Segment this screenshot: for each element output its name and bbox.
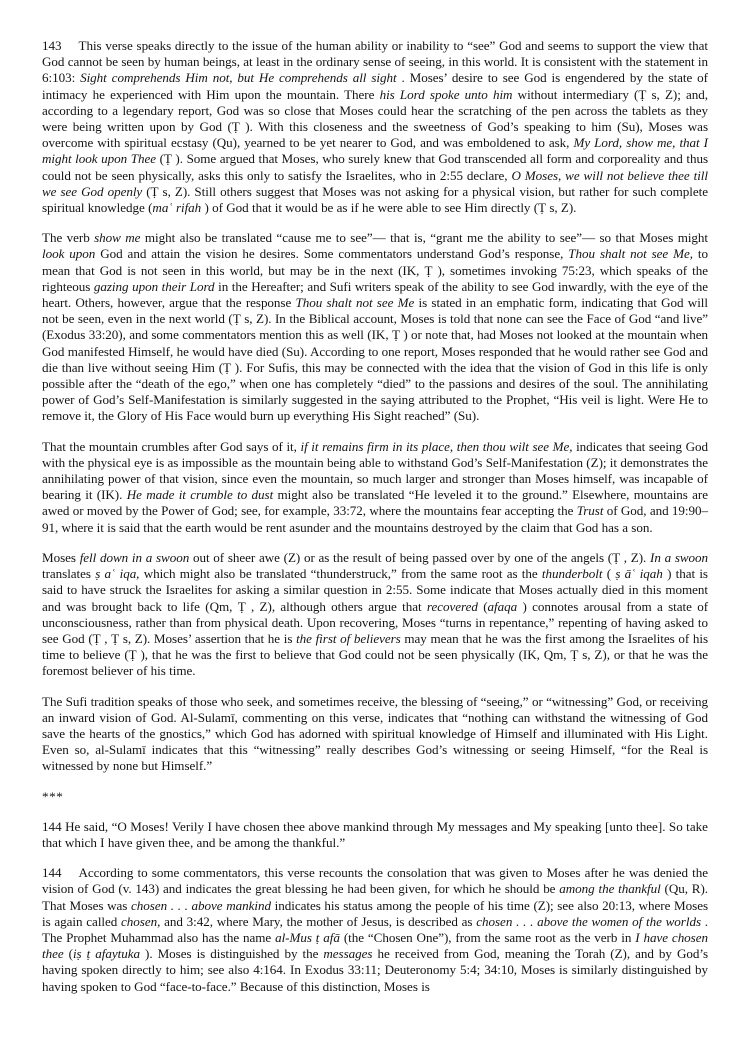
text-run: he received from God, meaning the Torah (Z), and by God’s having spoken directly to him; see also 4:164. In Exodus 33:11; Deuteronomy 5:4; 34:10, Moses is similarly distinguished by having spoken to God “face-to-face.” Because of this distinction, Moses is <box>42 946 708 994</box>
verse-144-translation <box>42 819 708 851</box>
text-run: ) that is said to have struck the Israelites for asking a similar question in 2:55. Some indicate that Moses actually died in this moment and was brought back to life (Qm, Ṭ , Z), although others argue that <box>42 566 708 614</box>
italic-run: ṣ aʿ iqa, <box>95 566 140 582</box>
text-run: Moses <box>42 549 80 565</box>
text-run: might also be translated “cause me to see”— that is, “grant me the ability to see”— so that Moses might <box>140 230 708 246</box>
text-run: (Ṭ s, Z). Still others suggest that Moses was not asking for a physical vision, but rather for such complete spiritual knowledge ( <box>42 183 708 216</box>
section-divider: *** <box>42 788 64 804</box>
text-run: God and attain the vision he desires. Some commentators understand God’s response, <box>95 246 569 262</box>
page-content-column <box>42 38 708 995</box>
italic-run: In a swoon <box>650 549 709 565</box>
italic-run: if it remains firm in its place, then thou wilt see Me, <box>300 438 573 454</box>
paragraph-143-commentary-2 <box>42 230 708 424</box>
text-run: (the “Chosen One”), from the same root as the verb in <box>339 929 636 945</box>
text-run: in the Hereafter; and Sufi writers speak of the ability to see God inwardly, with the eye of the heart. Others, however, argue that the response <box>42 278 708 311</box>
paragraph-143-commentary-5 <box>42 694 708 775</box>
italic-run: He made it crumble to dust <box>126 487 274 503</box>
text-run: ) of God that it would be as if he were able to see Him directly (Ṭ s, Z). <box>201 200 577 216</box>
italic-run: thunderbolt <box>541 566 603 582</box>
italic-run: the first of believers <box>296 630 401 646</box>
text-run: (Ṭ ). Some argued that Moses, who surely knew that God transcended all form and corporeality and thus could not be seen physically, asks this only to satisfy the Israelites, who in 2:55 declare, <box>42 151 708 183</box>
paragraph-143-commentary-4 <box>42 550 708 680</box>
text-run: The Sufi tradition speaks of those who seek, and sometimes receive, the blessing of “seeing,” or “witnessing” God, or receiving an inward vision of God. Al-Sulamī, commenting on this verse, indicates that “nothing can withstand the witnessing of God save the hearts of the gnostics,” which God has adorned with spiritual knowledge of Himself and illuminated with His Light. Even so, al-Sulamī indicates that this “witnessing” really describes God’s witnessing or seeing Himself, “for the Real is witnessed by none but Himself.” <box>42 693 708 774</box>
verse-body <box>42 819 708 850</box>
text-run: ). Moses is distinguished by the <box>139 946 324 962</box>
italic-run: Thou shalt not see Me <box>295 295 415 311</box>
text-run: ) connotes arousal from a state of unconsciousness, rather than from physical death. Upon recovering, Moses “turns in repentance,” repenting of having asked to see God (Ṭ , Ṭ s, Z). Moses’ assertion that he is <box>42 598 708 646</box>
text-run: which might also be translated “thunderstruck,” from the same root as the <box>139 566 542 582</box>
text-run: indicates that seeing God with the physical eye is as impossible as the mountain being able to withstand God’s Self-Manifestation (Z); it demonstrates the annihilating power of that vision, since even the mountain, so much larger and stronger than Moses himself, was incapable of bearing it (IK). <box>42 438 709 503</box>
paragraph-body <box>42 38 708 215</box>
italic-run: al-Mus ṭ afā <box>275 929 340 945</box>
text-run: might also be translated “He leveled it to the ground.” Elsewhere, mountains are awed or moved by the Power of God; see, for example, 33:72, where the mountains fear accepting the <box>42 487 709 519</box>
italic-run: recovered <box>426 598 478 614</box>
text-run: ( <box>477 598 488 614</box>
paragraph-body <box>42 230 708 423</box>
italic-run: O Moses, we will not believe thee till we see God openly <box>42 167 708 199</box>
paragraph-body <box>42 865 708 993</box>
italic-run: iṣ ṭ afaytuka <box>72 946 140 962</box>
text-run: without intermediary (Ṭ s, Z); and, according to a legendary report, God was so close that Moses could hear the scratching of the pen across the tablets as they were being written upon by God (Ṭ ). With this closeness and the sweetness of God’s speaking to him (Su), Moses was overcome with spiritual ecstasy (Qu), yearned to be yet nearer to God, and was emboldened to ask, <box>42 86 709 151</box>
paragraph-body <box>42 550 708 678</box>
text-run: That the mountain crumbles after God says of it, <box>42 438 301 454</box>
italic-run: I have chosen thee <box>42 929 708 962</box>
italic-run: fell down in a swoon <box>79 549 190 565</box>
italic-run: gazing upon their Lord <box>93 278 215 294</box>
paragraph-144-commentary-1 <box>42 865 708 995</box>
verse-number-143: 143 <box>42 38 62 53</box>
paragraph-143-commentary-3 <box>42 439 708 536</box>
verse-number-144: 144 <box>42 818 62 834</box>
text-run: This verse speaks directly to the issue of the human ability or inability to “see” God and seems to support the view that God cannot be seen by human beings, at least in the ordinary sense of seeing, in this world. It is consistent with the statement in 6:103: <box>42 38 708 86</box>
italic-run: his Lord spoke unto him <box>379 86 513 102</box>
italic-run: Thou shalt not see Me, <box>568 246 693 262</box>
text-run: to mean that God is not seen in this world, but may be in the next (IK, Ṭ ), sometimes invoking 75:23, which speaks of the righteous <box>42 246 708 294</box>
italic-run: My Lord, show me, that I might look upon Thee <box>42 135 708 167</box>
italic-run: chosen . . . above mankind <box>131 897 271 913</box>
italic-run: among the thankful <box>559 881 661 897</box>
italic-run: chosen . . . above the women of the worlds <box>476 913 701 929</box>
text-run: According to some commentators, this verse recounts the consolation that was given to Moses after he was denied the vision of God (v. 143) and indicates the great blessing he had been given, for which he should be <box>42 865 708 897</box>
text-run: and 3:42, where Mary, the mother of Jesus, is described as <box>160 913 477 929</box>
italic-run: show me <box>94 230 141 246</box>
verse-number-144-commentary: 144 <box>42 865 62 881</box>
text-run: ( <box>602 566 616 582</box>
text-run: ( <box>63 946 73 962</box>
italic-run: messages <box>323 946 373 962</box>
text-run: of God, and 19:90– 91, where it is said that the earth would be rent asunder and the mountains destroyed by the claim that God has a son. <box>42 503 708 535</box>
italic-run: ṣ āʿ iqah <box>615 566 663 582</box>
text-run: translates <box>42 566 96 582</box>
paragraph-body <box>42 439 708 535</box>
text-run: out of sheer awe (Z) or as the result of being passed over by one of the angels (Ṭ , Z). <box>189 549 651 565</box>
italic-run: Sight comprehends Him not, but He comprehends all sight <box>80 70 397 86</box>
italic-run: maʿ rifah <box>152 200 202 216</box>
text-run: He said, “O Moses! Verily I have chosen thee above mankind through My messages and My speaking [unto thee]. So take that which I have given thee, and be among the thankful.” <box>42 818 708 850</box>
italic-run: look upon <box>42 246 96 262</box>
italic-run: afaqa <box>487 598 518 614</box>
paragraph-body <box>42 694 708 774</box>
text-run: The verb <box>42 230 95 246</box>
text-run: . The Prophet Muhammad also has the name <box>42 913 708 945</box>
text-run: is stated in an emphatic form, indicating that God will not be seen, even in the next world (Ṭ s, Z). In the Biblical account, Moses is told that none can see the Face of God “and live” (Exodus 33:20), and some commentators mention this as well (IK, Ṭ ) or note that, had Moses not looked at the mountain when God manifested Himself, he would have died (Su). According to one report, Moses responded that he would rather see God and die than live without seeing Him (Ṭ ). For Sufis, this may be connected with the idea that the vision of God in this life is only possible after the “death of the ego,” when one has completely “died” to the passions and desires of the soul. The annihilating power of God’s Self-Manifestation is similarly suggested in the saying attributed to the Prophet, “His veil is light. Were He to remove it, the Glory of His Face would burn up everything His Sight reached” (Su). <box>42 295 708 424</box>
text-run: . Moses’ desire to see God is engendered by the state of intimacy he experienced with Him upon the mountain. There <box>42 70 708 102</box>
text-run: indicates his status among the people of his time (Z); see also 20:13, where Moses is again called <box>42 897 708 929</box>
paragraph-143-commentary-1 <box>42 38 708 216</box>
text-run: (Qu, R). That Moses was <box>42 881 708 913</box>
italic-run: chosen, <box>121 913 161 929</box>
text-run: may mean that he was the first among the Israelites of his time to believe (Ṭ ), that he was the first to believe that God could not be seen physically (IK, Qm, Ṭ s, Z), or that he was the foremost believer of his time. <box>42 630 708 679</box>
italic-run: Trust <box>576 503 604 519</box>
